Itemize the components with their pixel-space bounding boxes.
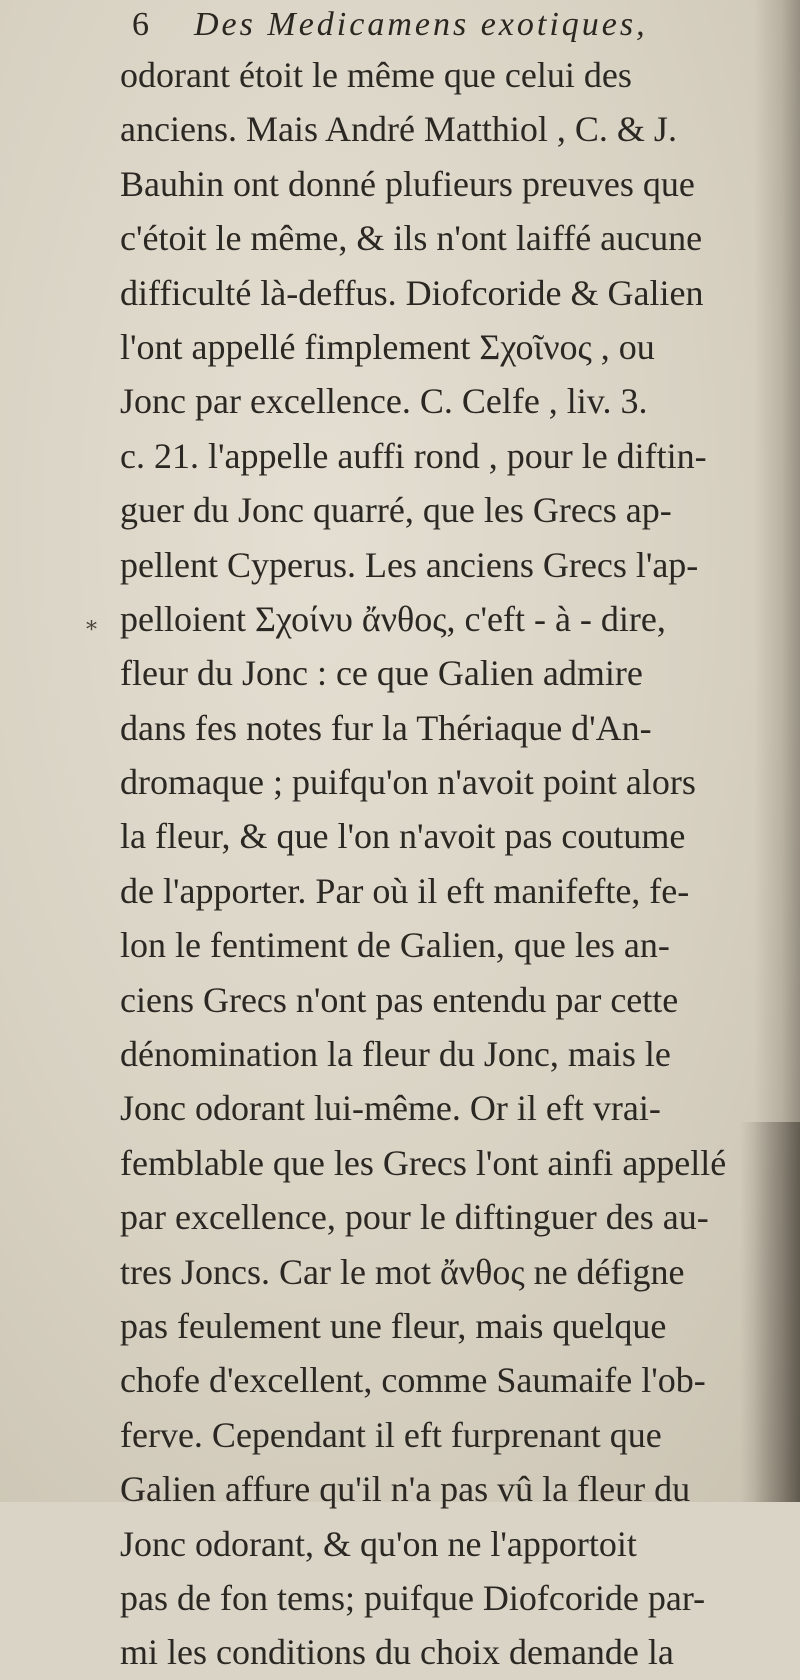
text-line: difficulté là-deffus. Diofcoride & Galien <box>120 272 704 313</box>
text-line: Jonc odorant lui-même. Or il eft vrai- <box>120 1088 661 1129</box>
text-line: c'étoit le même, & ils n'ont laiffé aucune <box>120 218 703 259</box>
text-line: l'ont appellé fimplement Σχοῖνος , ou <box>120 326 655 367</box>
text-line: pas feulement une fleur, mais quelque <box>120 1305 667 1346</box>
text-line: Bauhin ont donné plufieurs preuves que <box>120 163 695 204</box>
margin-mark: * <box>86 618 97 643</box>
text-line: dans fes notes fur la Thériaque d'An- <box>120 707 652 748</box>
text-line: Jonc par excellence. C. Celfe , liv. 3. <box>120 381 648 422</box>
text-line: odorant étoit le même que celui des <box>120 55 632 95</box>
text-line: Jonc odorant, & qu'on ne l'apportoit <box>120 1523 637 1564</box>
text-line: ciens Grecs n'ont pas entendu par cette <box>120 979 679 1020</box>
text-line: de l'apporter. Par où il eft manifefte, fe- <box>120 870 690 911</box>
text-line: pas de fon tems; puifque Diofcoride par- <box>120 1577 706 1618</box>
body-text <box>120 48 788 1680</box>
running-head-title: Des Medicamens exotiques, <box>194 6 648 43</box>
text-line: dénomination la fleur du Jonc, mais le <box>120 1034 671 1075</box>
text-line: chofe d'excellent, comme Saumaife l'ob- <box>120 1360 706 1401</box>
text-line: c. 21. l'appelle auffi rond , pour le diftin- <box>120 435 707 476</box>
text-line: ferve. Cependant il eft furprenant que <box>120 1414 662 1455</box>
text-line: tres Joncs. Car le mot ἄνθος ne défigne <box>120 1251 685 1292</box>
text-line: pelloient Σχοίνυ ἄνθος, c'eft - à - dire, <box>120 598 666 639</box>
page-number: 6 <box>132 6 152 43</box>
text-line: fleur du Jonc : ce que Galien admire <box>120 653 643 694</box>
text-line: par excellence, pour le diftinguer des au- <box>120 1197 709 1238</box>
text-line: mi les conditions du choix demande la <box>120 1632 674 1673</box>
text-line: dromaque ; puifqu'on n'avoit point alors <box>120 762 696 803</box>
text-line: femblable que les Grecs l'ont ainfi appellé <box>120 1142 727 1183</box>
text-line: anciens. Mais André Matthiol , C. & J. <box>120 109 677 150</box>
text-line: lon le fentiment de Galien, que les an- <box>120 925 670 966</box>
text-line: Galien affure qu'il n'a pas vû la fleur du <box>120 1469 691 1510</box>
text-line: pellent Cyperus. Les anciens Grecs l'ap- <box>120 544 699 585</box>
text-line: la fleur, & que l'on n'avoit pas coutume <box>120 816 686 857</box>
text-line: guer du Jonc quarré, que les Grecs ap- <box>120 490 672 531</box>
running-header <box>132 6 772 54</box>
